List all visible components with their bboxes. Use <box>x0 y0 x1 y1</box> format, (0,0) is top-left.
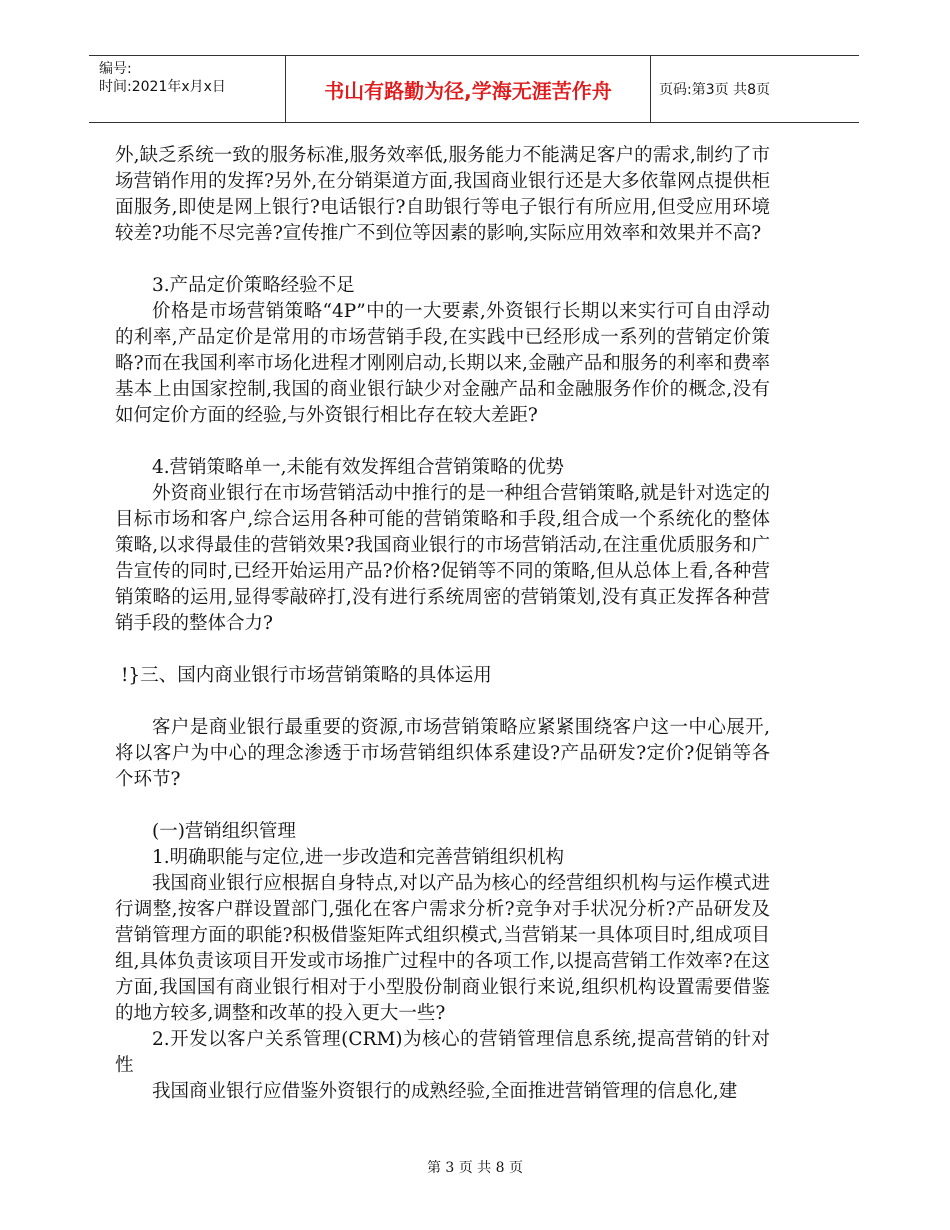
body-paragraph: 价格是市场营销策略“4P”中的一大要素,外资银行长期以来实行可自由浮动的利率,产品定价是常用的市场营销手段,在实践中已经形成一系列的营销定价策略?而在我国利率市场化进程才刚刚启动,长期以来,金融产品和服务的利率和费率基本上由国家控制,我国的商业银行缺少对金融产品和金融服务作价的概念,没有如何定价方面的经验,与外资银行相比存在较大差距? <box>115 301 770 426</box>
page-header <box>89 55 859 123</box>
header-meta <box>99 60 289 96</box>
body-paragraph: 我国商业银行应借鉴外资银行的成熟经验,全面推进营销管理的信息化,建 <box>152 1081 738 1102</box>
body-paragraph: 外,缺乏系统一致的服务标准,服务效率低,服务能力不能满足客户的需求,制约了市场营销作用的发挥?另外,在分销渠道方面,我国商业银行还是大多依靠网点提供柜面服务,即使是网上银行?电话银行?自助银行等电子银行有所应用,但受应用环境较差?功能不尽完善?宣传推广不到位等因素的影响,实际应用效率和效果并不高? <box>115 145 770 244</box>
subsection-heading: (一)营销组织管理 <box>152 821 296 842</box>
section-heading: 2.开发以客户关系管理(CRM)为核心的营销管理信息系统,提高营销的针对性 <box>115 1029 770 1076</box>
section-heading: 3.产品定价策略经验不足 <box>152 275 355 296</box>
header-motto: 书山有路勤为径,学海无涯苦作舟 <box>285 56 651 122</box>
chapter-heading: !}三、国内商业银行市场营销策略的具体运用 <box>121 665 492 686</box>
body-paragraph: 我国商业银行应根据自身特点,对以产品为核心的经营组织机构与运作模式进行调整,按客户群设置部门,强化在客户需求分析?竞争对手状况分析?产品研发及营销管理方面的职能?积极借鉴矩阵式组织模式,当营销某一具体项目时,组成项目组,具体负责该项目开发或市场推广过程中的各项工作,以提高营销工作效率?在这方面,我国国有商业银行相对于小型股份制商业银行来说,组织机构设置需要借鉴的地方较多,调整和改革的投入更大一些? <box>115 873 770 1024</box>
body-paragraph: 客户是商业银行最重要的资源,市场营销策略应紧紧围绕客户这一中心展开,将以客户为中心的理念渗透于市场营销组织体系建设?产品研发?定价?促销等各个环节? <box>115 717 770 790</box>
page-footer: 第 3 页 共 8 页 <box>426 1160 524 1176</box>
header-page-info: 页码:第3页 共8页 <box>659 82 770 98</box>
body-paragraph: 外资商业银行在市场营销活动中推行的是一种组合营销策略,就是针对选定的目标市场和客户,综合运用各种可能的营销策略和手段,组合成一个系统化的整体策略,以求得最佳的营销效果?我国商业银行的市场营销活动,在注重优质服务和广告宣传的同时,已经开始运用产品?价格?促销等不同的策略,但从总体上看,各种营销策略的运用,显得零敲碎打,没有进行系统周密的营销策划,没有真正发挥各种营销手段的整体合力? <box>115 483 770 634</box>
section-heading: 4.营销策略单一,未能有效发挥组合营销策略的优势 <box>152 457 565 478</box>
header-number-label: 编号: <box>99 61 132 77</box>
header-time-label: 时间:2021年x月x日 <box>99 79 226 95</box>
section-heading: 1.明确职能与定位,进一步改造和完善营销组织机构 <box>152 847 565 868</box>
document-body <box>115 143 770 1105</box>
